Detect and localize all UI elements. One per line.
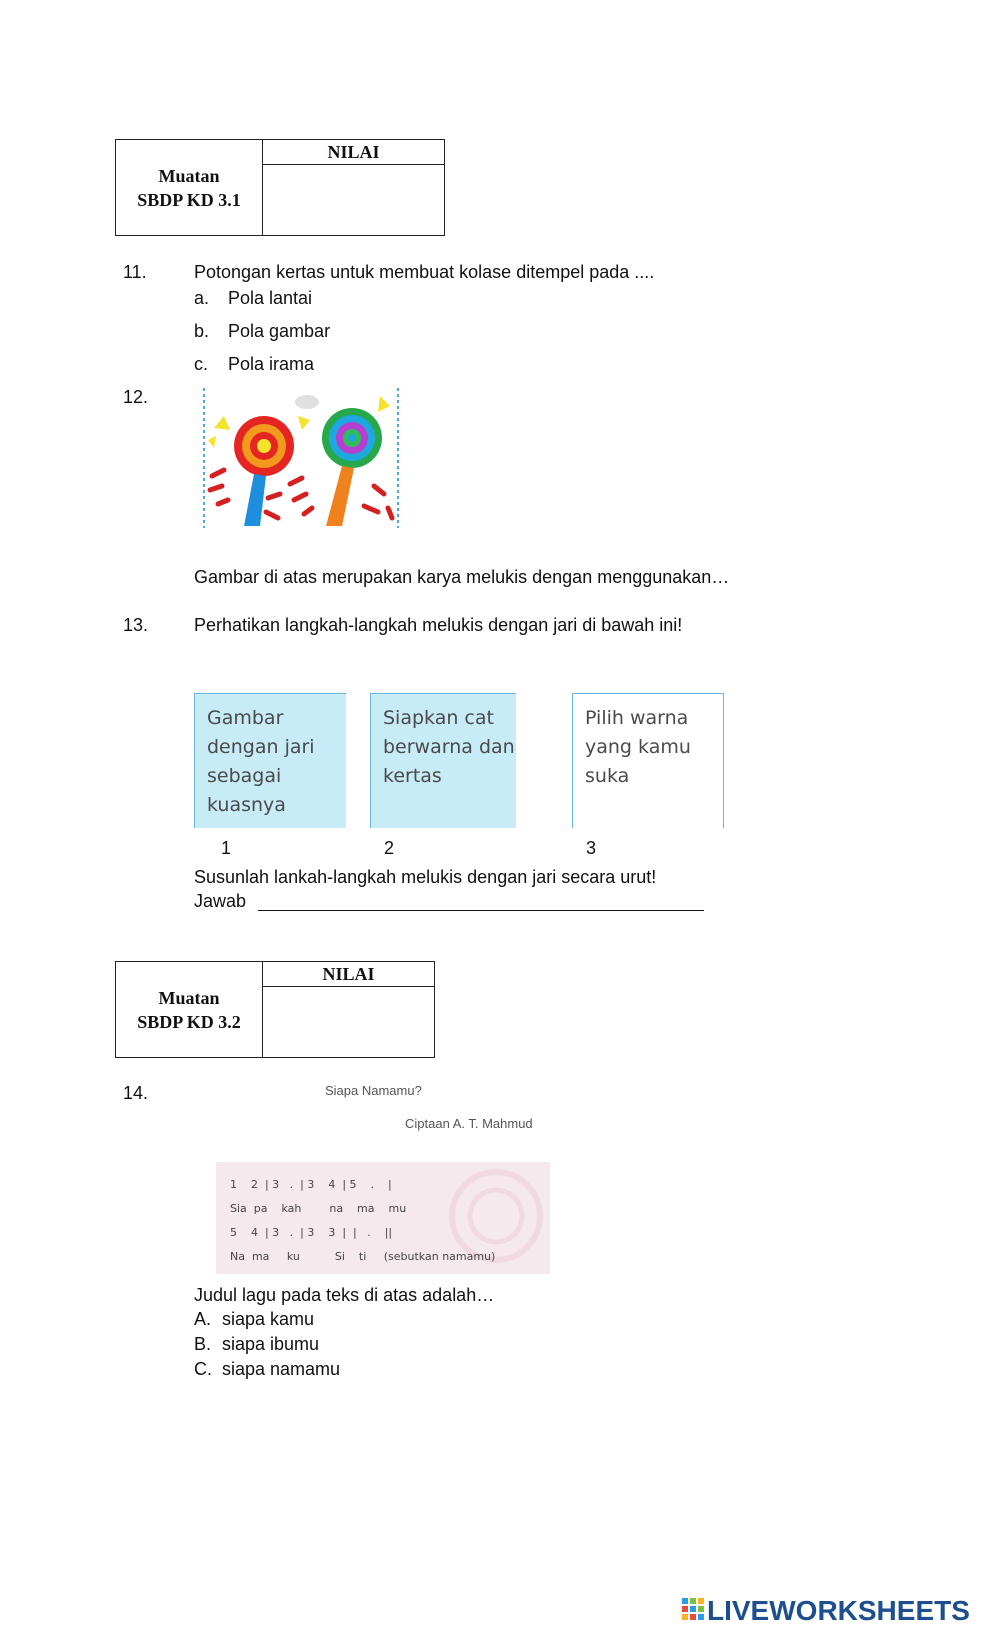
q13-intro: Perhatikan langkah-langkah melukis dengan jari di bawah ini! — [194, 615, 683, 635]
q14-number: 14. — [123, 1083, 149, 1103]
nilai-header-2: NILAI — [263, 962, 435, 987]
q11-option-b-letter: b. — [194, 321, 210, 341]
step-text-1: Gambar dengan jari sebagai kuasnya — [207, 707, 315, 816]
step-label-2: 2 — [384, 838, 395, 858]
muatan-cell — [116, 140, 263, 236]
footer-brand[interactable]: LIVEWORKSHEETS — [707, 1595, 970, 1626]
q11-option-a-letter: a. — [194, 288, 210, 308]
song-title: Siapa Namamu? — [325, 1083, 422, 1098]
q14-option-c[interactable]: siapa namamu — [222, 1359, 341, 1379]
kd-label-2: SBDP KD 3.2 — [137, 1011, 241, 1032]
q11-option-c[interactable]: Pola irama — [228, 354, 315, 374]
q12-number: 12. — [123, 387, 149, 407]
step-text-3: Pilih warna yang kamu suka — [585, 707, 691, 787]
finger-painting-image — [202, 388, 400, 528]
muatan-label: Muatan — [158, 165, 220, 186]
lyrics-row-2: Na ma ku Si ti (sebutkan namamu) — [230, 1250, 496, 1263]
lyrics-row-1: Sia pa kah na ma mu — [230, 1202, 407, 1215]
step-card-2 — [370, 693, 516, 828]
step-text-2: Siapkan cat berwarna dan kertas — [383, 707, 515, 787]
notation-row-2: 5 4 | 3 . | 3 3 | | . || — [230, 1226, 393, 1239]
q13-answer-input[interactable] — [258, 910, 704, 911]
q13-instruction: Susunlah lankah-langkah melukis dengan jari secara urut! — [194, 867, 657, 887]
q13-answer-label: Jawab — [194, 891, 247, 911]
nilai-score-cell-2[interactable] — [263, 987, 435, 1058]
score-table-kd31 — [115, 139, 445, 236]
nilai-header: NILAI — [263, 140, 445, 165]
score-table-kd32 — [115, 961, 435, 1058]
notation-row-1: 1 2 | 3 . | 3 4 | 5 . | — [230, 1178, 392, 1191]
q14-option-c-letter: C. — [194, 1359, 212, 1379]
q13-number: 13. — [123, 615, 149, 635]
nilai-score-cell[interactable] — [263, 165, 445, 236]
q14-option-b[interactable]: siapa ibumu — [222, 1334, 320, 1354]
step-label-3: 3 — [586, 838, 597, 858]
muatan-label-2: Muatan — [158, 987, 220, 1008]
q11-number: 11. — [123, 262, 147, 282]
step-label-1: 1 — [221, 838, 232, 858]
q11-question: Potongan kertas untuk membuat kolase ditempel pada .... — [194, 262, 655, 282]
q14-question: Judul lagu pada teks di atas adalah… — [194, 1285, 495, 1305]
q11-option-b[interactable]: Pola gambar — [228, 321, 331, 341]
song-composer: Ciptaan A. T. Mahmud — [405, 1116, 533, 1131]
q11-option-a[interactable]: Pola lantai — [228, 288, 313, 308]
muatan-cell-2 — [116, 962, 263, 1058]
q14-option-b-letter: B. — [194, 1334, 212, 1354]
q14-option-a-letter: A. — [194, 1309, 212, 1329]
step-card-1 — [194, 693, 346, 828]
q11-option-c-letter: c. — [194, 354, 209, 374]
liveworksheets-logo-icon — [682, 1598, 704, 1622]
q12-question: Gambar di atas merupakan karya melukis dengan menggunakan… — [194, 567, 730, 587]
q14-option-a[interactable]: siapa kamu — [222, 1309, 315, 1329]
kd-label: SBDP KD 3.1 — [137, 189, 241, 210]
step-card-3 — [572, 693, 724, 828]
